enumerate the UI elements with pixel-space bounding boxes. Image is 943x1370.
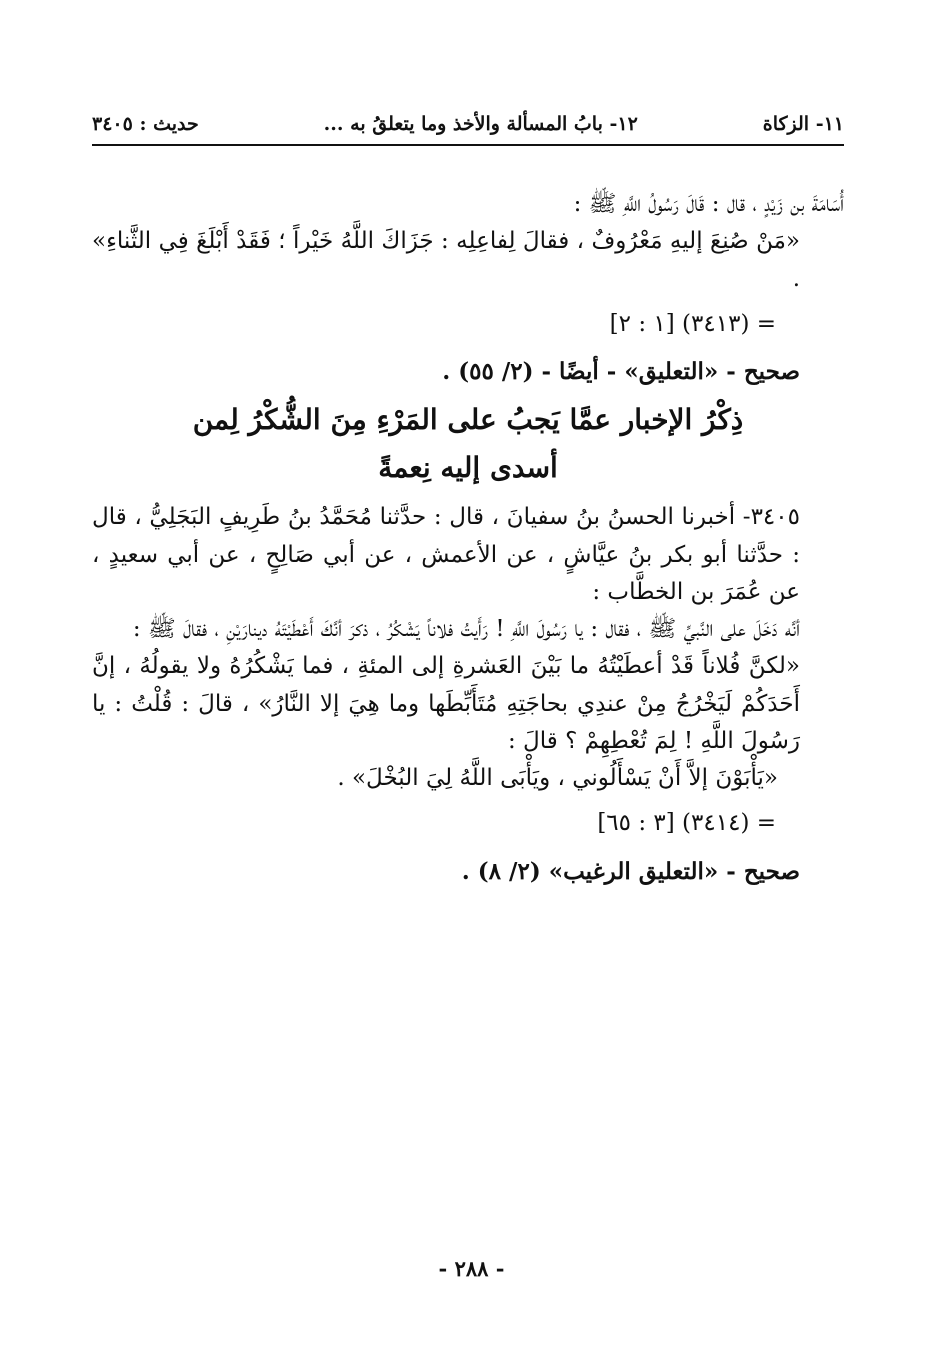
page-body (92, 186, 844, 890)
paragraph-hadith-text: «مَنْ صُنِعَ إليهِ مَعْرُوفٌ ، فقالَ لِفاعِلِه : جَزَاكَ اللَّهُ خَيْراً ؛ فَقَدْ أَبْلَغَ فِي الثَّناءِ» . (92, 228, 800, 292)
page-number: - ٢٨٨ - (438, 1256, 505, 1281)
paragraph-chain-end: أُسَامَةَ بن زَيْدٍ ، قال : قَالَ رَسُولُ اللَّهِ ﷺ : (573, 191, 844, 217)
section-heading: ذِكْرُ الإخبار عمَّا يَجبُ على المَرْءِ مِنَ الشُّكْرُ لِمن أسدى إليه نِعمةً (192, 403, 744, 484)
grading-note-2: صحيح - «التعليق الرغيب» (٢/ ٨) . (461, 857, 800, 885)
cross-reference: = (٣٤١٣) [١ : ٢] (609, 310, 776, 337)
header-hadith-ref: حديث : ٣٤٠٥ (92, 113, 199, 135)
header-rule (92, 144, 844, 146)
header-section: ١٢- بابُ المسألة والأخذ وما يتعلقُ به ... (323, 113, 638, 135)
header-chapter: ١١- الزكاة (762, 113, 844, 135)
paragraph-prophet-saying: «لكنَّ فُلاناً قَدْ أعطَيْتُهُ ما بَيْنَ العَشرةِ إلى المئةِ ، فما يَشْكُرُهُ ولا يقولُهُ ، إنَّ أَحَدَكُمْ لَيَخْرُجُ مِنْ عندِي بحاجَتِهِ مُتَأَبِّطَها وما هِيَ إلا النَّارُ» ، قالَ : قُلْتُ : يا رَسُولَ اللَّهِ ! لِمَ تُعْطِهِمْ ؟ قالَ : (92, 653, 800, 754)
grading-note: صحيح - «التعليق» - أيضًا - (٢/ ٥٥) . (442, 358, 800, 385)
running-header (92, 104, 844, 144)
paragraph-prophet-reply: «يَأْبَوْنَ إلاَّ أَنْ يَسْأَلُوني ، ويَأْبَى اللَّهُ لِيَ البُخْلَ» . (337, 765, 778, 792)
paragraph-narrative: أنَّه دَخَلَ على النَّبيِّ ﷺ ، فقال : يا رَسُولَ اللَّهِ ! رَأَيتُ فلاناً يَشْكُرُ ، ذكرَ أنَّكَ أَعْطَيْتَهُ دينارَيْنِ ، فقالَ ﷺ : (132, 616, 800, 643)
paragraph-isnad: ٣٤٠٥- أخبرنا الحسنُ بنُ سفيانَ ، قال : حدَّثنا مُحَمَّدُ بنُ طَرِيفٍ البَجَلِيُّ ، قال : حدَّثنا أبو بكر بنُ عيَّاشٍ ، عن الأعمش ، عن أبي صَالِحٍ ، عن أبي سعيدٍ ، عن عُمَرَ بن الخطَّاب : (92, 504, 800, 605)
cross-reference-2: = (٣٤١٤) [٣ : ٦٥] (597, 810, 776, 837)
